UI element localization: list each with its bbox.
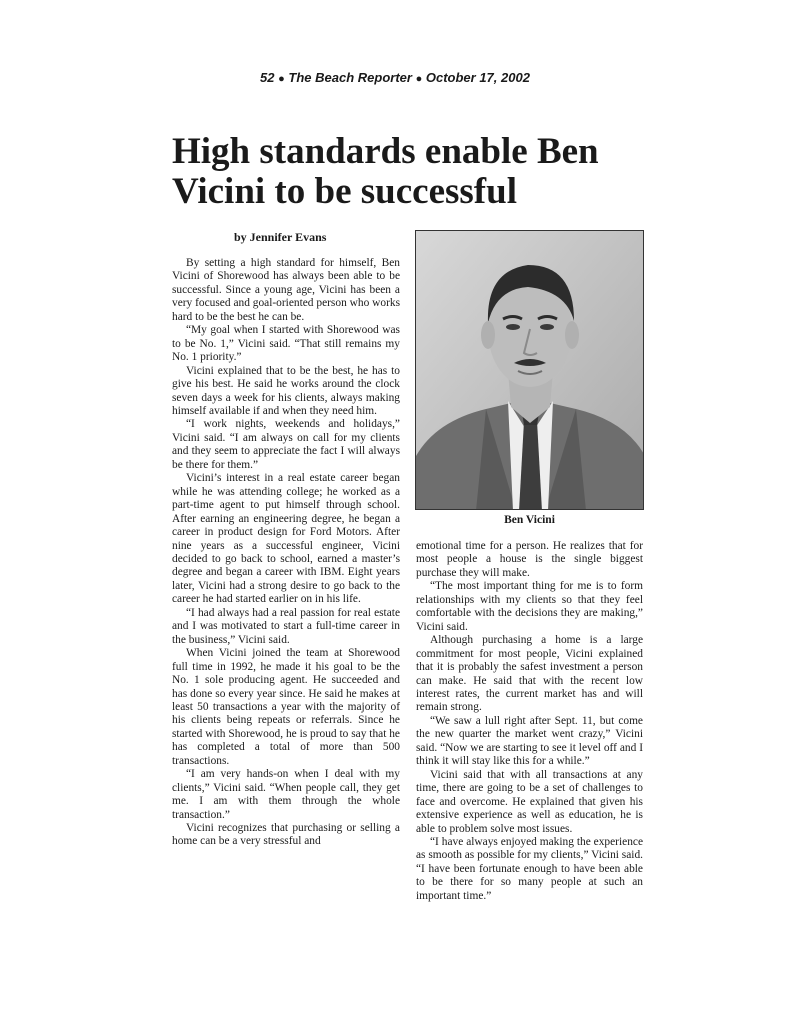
article-column-left	[172, 257, 400, 849]
article-headline: High standards enable Ben Vicini to be successful	[172, 131, 599, 212]
publication-name: The Beach Reporter	[288, 70, 412, 85]
paragraph: “We saw a lull right after Sept. 11, but come the new quarter the market went crazy,” Vicini said. “Now we are starting to see it level off and I think it will stay like this for a while.”	[416, 714, 643, 768]
paragraph: When Vicini joined the team at Shorewood full time in 1992, he made it his goal to be the No. 1 sole producing agent. He succeeded and has done so every year since. He said he makes at least 50 transactions a year with the majority of his clients being repeats or referrals. Since he started with Shorewood, he is proud to say that he has completed a total of more than 500 transactions.	[172, 647, 400, 767]
portrait-photo	[415, 230, 644, 510]
bullet-icon: ●	[278, 73, 285, 85]
photo-caption: Ben Vicini	[504, 514, 555, 526]
bullet-icon: ●	[415, 73, 423, 85]
portrait-illustration	[416, 231, 644, 510]
article-byline: by Jennifer Evans	[234, 230, 327, 244]
paragraph: Although purchasing a home is a large commitment for most people, Vicini explained that it is probably the safest investment a person can make. He said that with the recent low interest rates, the current market has and will remain strong.	[416, 634, 643, 714]
paragraph: Vicini explained that to be the best, he has to give his best. He said he works around the clock seven days a week for his clients, always making himself available if and when they need him.	[172, 364, 400, 417]
paragraph: emotional time for a person. He realizes that for most people a house is the single biggest purchase they will make.	[416, 540, 643, 579]
paragraph: Vicini’s interest in a real estate career began while he was attending college; he worked as a part-time agent to put himself through school. After earning an engineering degree, he began a career in product design for Ford Motors. After nine years as a successful engineer, Vicini decided to go back to school, earned a master’s degree and began a career with IBM. Eight years later, Vicini had a strong desire to go back to the career he had started earlier on in his life.	[172, 472, 400, 606]
paragraph: “I had always had a real passion for real estate and I was motivated to start a full-time career in the business,” Vicini said.	[172, 606, 400, 646]
paragraph: “I have always enjoyed making the experience as smooth as possible for my clients,” Vicini said. “I have been fortunate enough to have been able to be there for so many people at such an important time.”	[416, 835, 643, 902]
page-header	[0, 70, 790, 85]
article-column-right	[416, 540, 643, 903]
paragraph: “The most important thing for me is to form relationships with my clients so that they feel comfortable with the decisions they are making,” Vicini said.	[416, 580, 643, 633]
paragraph: Vicini recognizes that purchasing or selling a home can be a very stressful and	[172, 822, 400, 848]
publication-date: October 17, 2002	[425, 70, 530, 85]
paragraph: “I am very hands-on when I deal with my clients,” Vicini said. “When people call, they get me. I am with them through the whole transaction.”	[172, 768, 400, 821]
paragraph: By setting a high standard for himself, Ben Vicini of Shorewood has always been able to be successful. Since a young age, Vicini has been a very focused and goal-oriented person who works hard to be the best he can be.	[172, 257, 400, 323]
paragraph: Vicini said that with all transactions at any time, there are going to be a set of challenges to face and overcome. He explained that given his extensive experience as well as education, he is able to problem solve most issues.	[416, 768, 643, 835]
paragraph: “My goal when I started with Shorewood was to be No. 1,” Vicini said. “That still remains my No. 1 priority.”	[172, 324, 400, 364]
paragraph: “I work nights, weekends and holidays,” Vicini said. “I am always on call for my clients and they seem to appreciate the fact I will always be there for them.”	[172, 418, 400, 471]
page-number: 52	[260, 70, 275, 85]
